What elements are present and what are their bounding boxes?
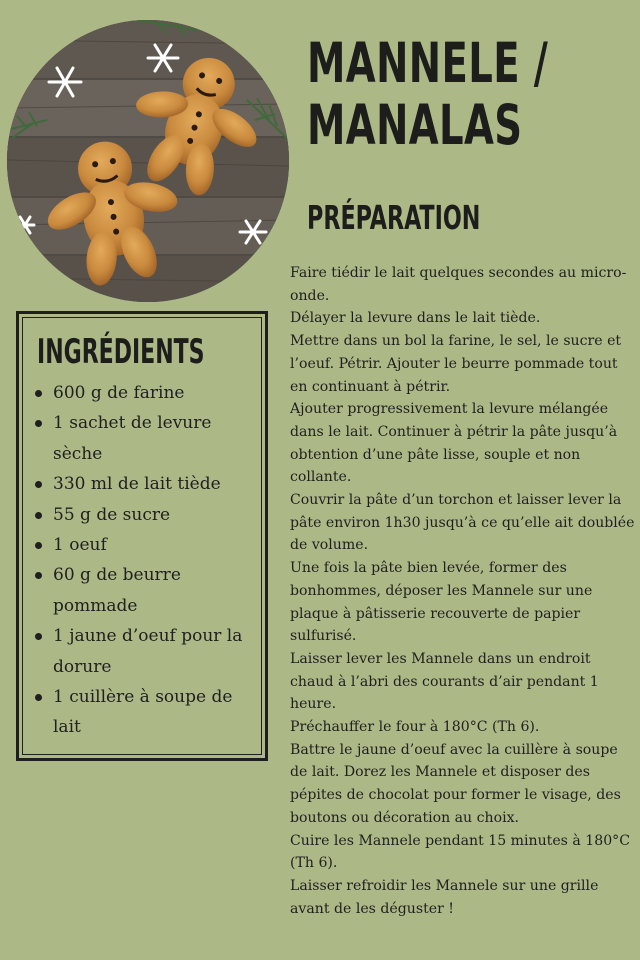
ingredients-heading: INGRÉDIENTS bbox=[37, 332, 205, 372]
preparation-step: Laisser lever les Mannele dans un endroit chaud à l’abri des courants d’air pendant 1 heure. bbox=[290, 650, 599, 713]
title-line-1: MANNELE / bbox=[307, 31, 549, 95]
preparation-step: Mettre dans un bol la farine, le sel, le sucre et l’oeuf. Pétrir. Ajouter le beurre pommade tout en continuant à pétrir. bbox=[290, 333, 622, 395]
preparation-step: Laisser refroidir les Mannele sur une grille avant de les déguster ! bbox=[290, 877, 599, 917]
ingredient-item: 330 ml de lait tiède bbox=[31, 469, 259, 499]
ingredient-item: 600 g de farine bbox=[31, 378, 259, 408]
preparation-step: Ajouter progressivement la levure mélangée dans le lait. Continuer à pétrir la pâte jusqu’à obtention d’une pâte lisse, souple et non collante. bbox=[290, 401, 618, 486]
ingredient-item: 1 cuillère à soupe de lait bbox=[31, 682, 259, 743]
ingredient-item: 60 g de beurre pommade bbox=[31, 560, 259, 621]
preparation-step: Une fois la pâte bien levée, former des bonhommes, déposer les Mannele sur une plaque à pâtisserie recouverte de papier sulfurisé. bbox=[290, 560, 593, 645]
preparation-step: Battre le jaune d’oeuf avec la cuillère à soupe de lait. Dorez les Mannele et disposer des pépites de chocolat pour former le visage, des boutons ou décoration au choix. bbox=[290, 741, 621, 826]
ingredients-list bbox=[31, 378, 259, 743]
recipe-photo bbox=[7, 20, 289, 302]
preparation-steps bbox=[290, 262, 635, 920]
preparation-heading: PRÉPARATION bbox=[307, 198, 481, 237]
preparation-step: Préchauffer le four à 180°C (Th 6). bbox=[290, 719, 540, 736]
title-line-2: MANALAS bbox=[307, 93, 523, 157]
ingredients-panel bbox=[16, 311, 268, 761]
preparation-step: Délayer la levure dans le lait tiède. bbox=[290, 310, 541, 327]
ingredient-item: 1 sachet de levure sèche bbox=[31, 408, 259, 469]
preparation-step: Couvrir la pâte d’un torchon et laisser lever la pâte environ 1h30 jusqu’à ce qu’elle ait doublée de volume. bbox=[290, 492, 635, 554]
ingredient-item: 1 jaune d’oeuf pour la dorure bbox=[31, 621, 259, 682]
recipe-title bbox=[307, 32, 548, 156]
preparation-step: Cuire les Mannele pendant 15 minutes à 180°C (Th 6). bbox=[290, 832, 630, 872]
ingredient-item: 1 oeuf bbox=[31, 530, 259, 560]
gingerbread-cookies-photo bbox=[7, 20, 289, 302]
preparation-step: Faire tiédir le lait quelques secondes au micro-onde. bbox=[290, 265, 627, 304]
ingredient-item: 55 g de sucre bbox=[31, 500, 259, 530]
